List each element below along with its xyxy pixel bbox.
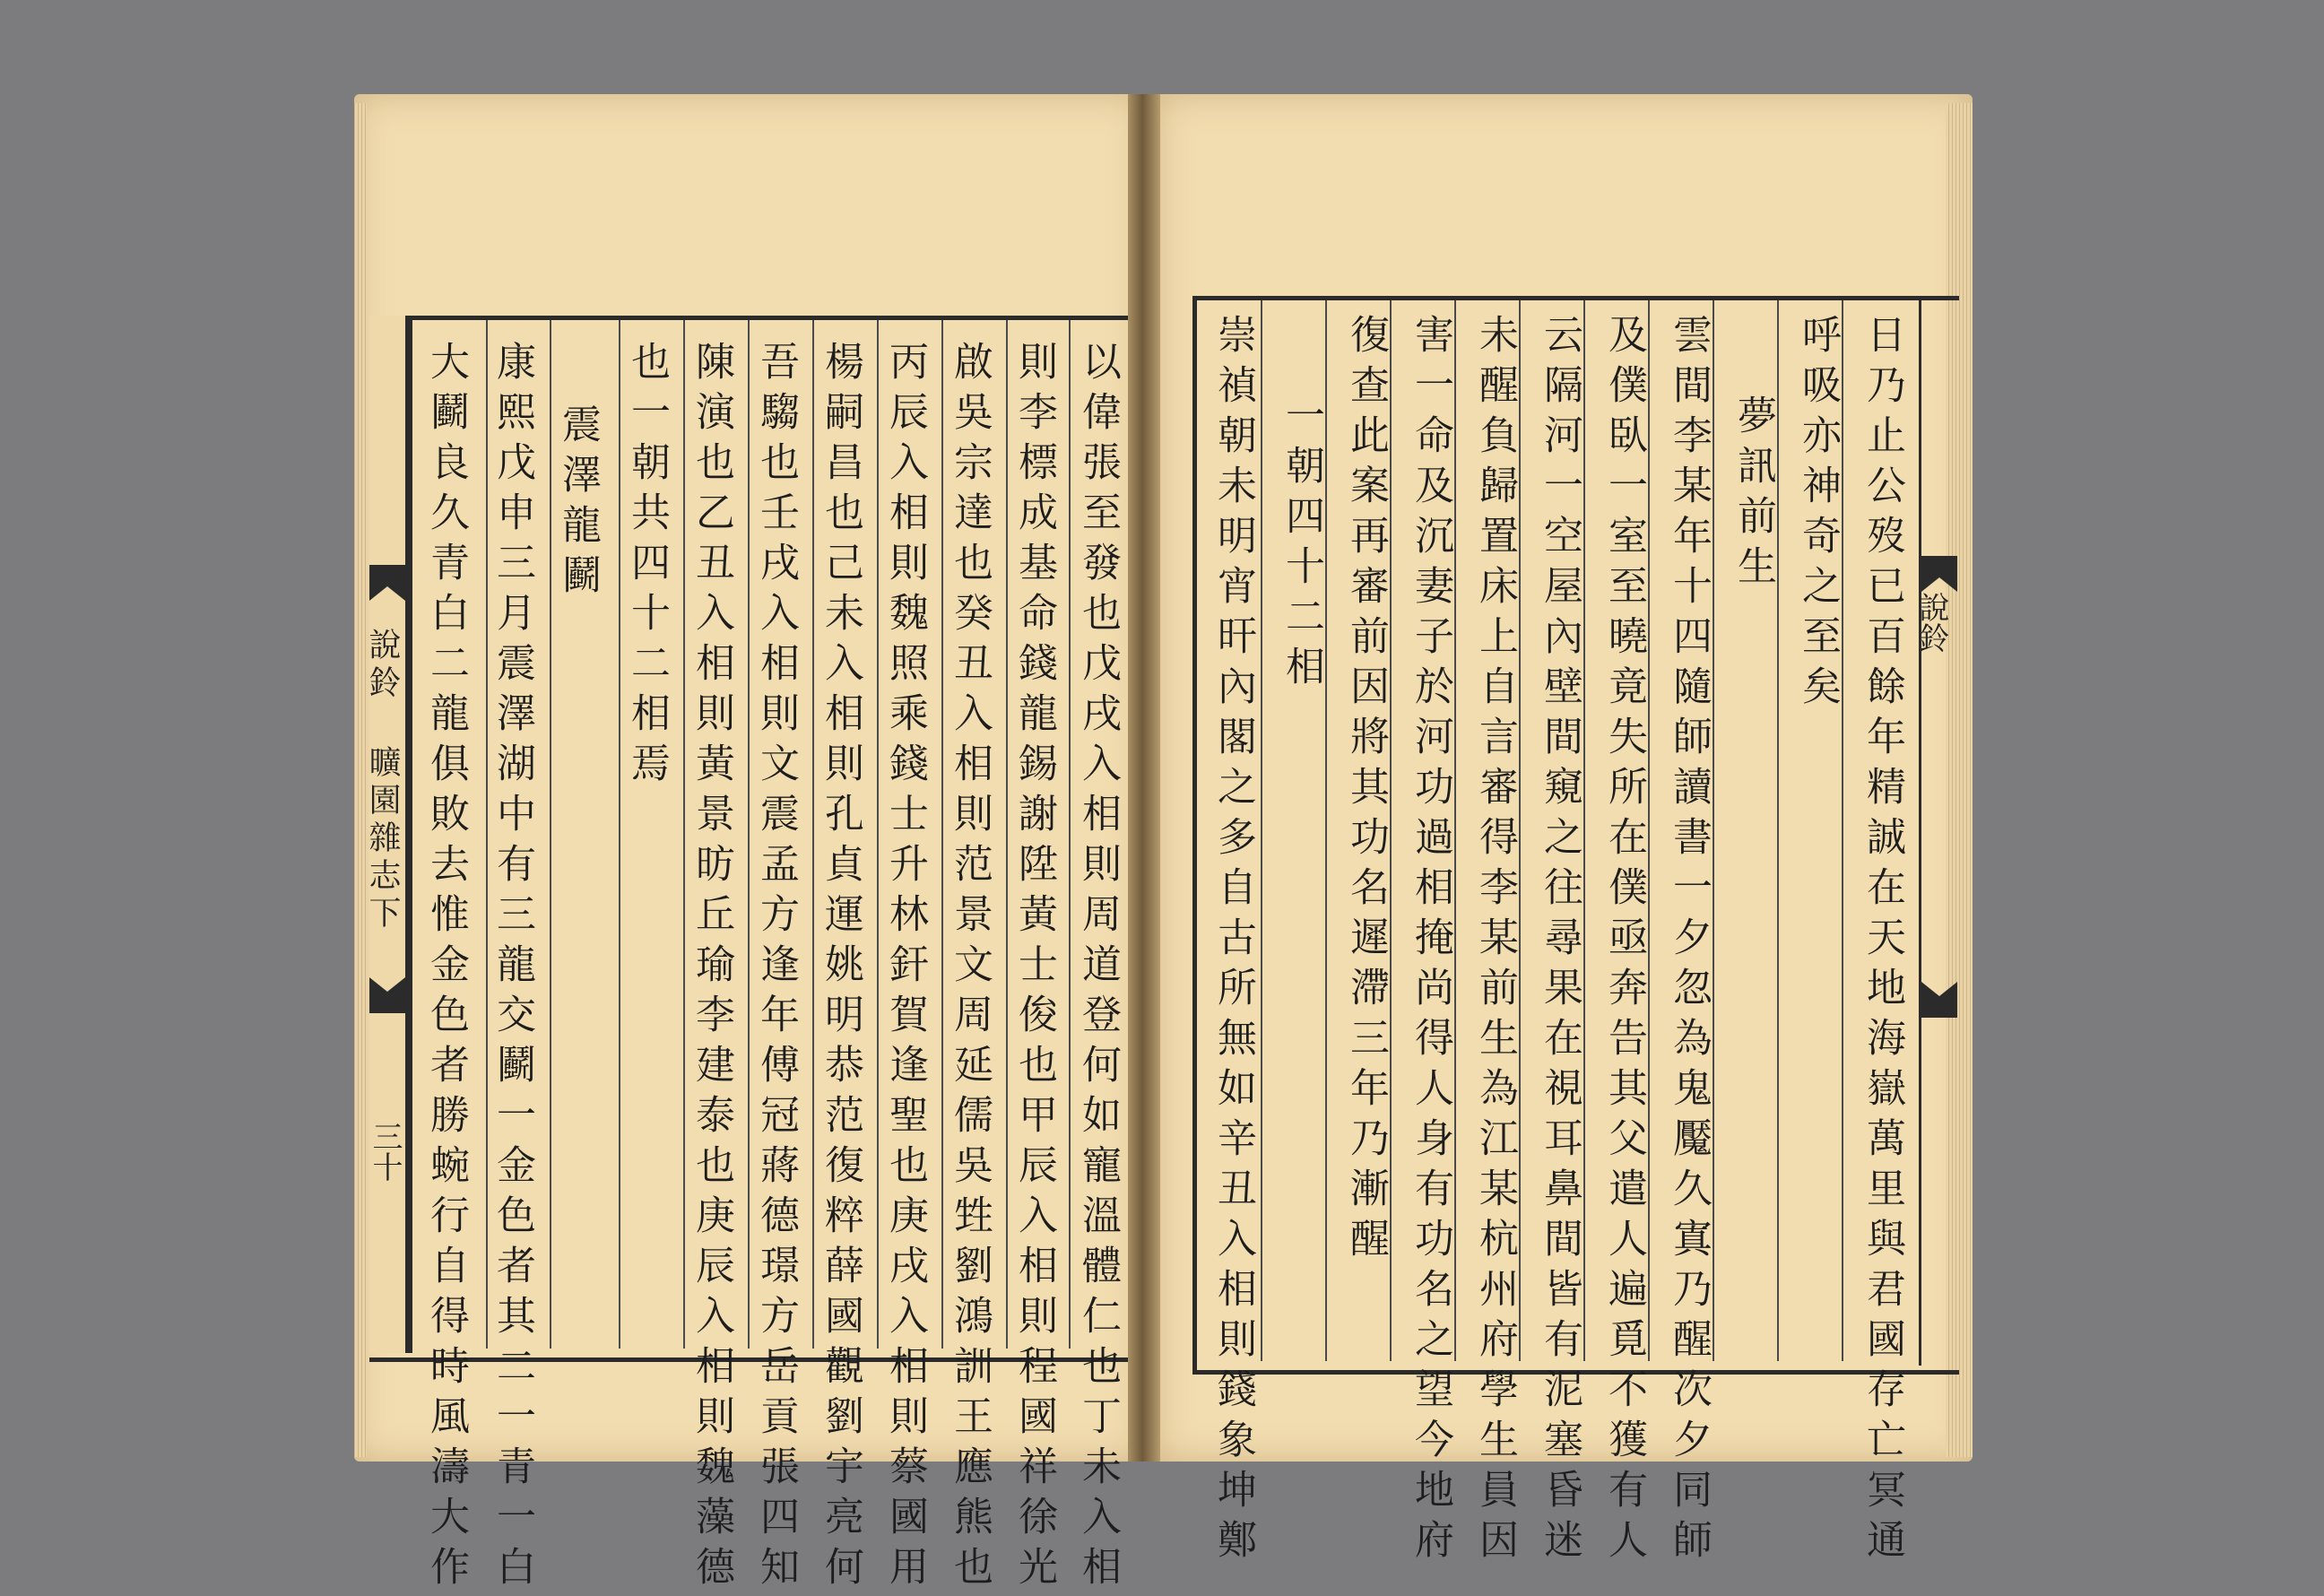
text-column: 啟吳宗達也癸丑入相則范景文周延儒吳甡劉鴻訓王應熊也 — [947, 341, 993, 1596]
right-center-banner — [1913, 296, 1957, 1366]
text-column: 陳演也乙丑入相則黃景昉丘瑜李建泰也庚辰入相則魏藻德 — [689, 341, 734, 1596]
text-column: 也一朝共四十二相焉 — [624, 341, 670, 793]
text-column: 丙辰入相則魏照乘錢士升林釬賀逢聖也庚戌入相則蔡國用 — [882, 341, 928, 1596]
section-heading: 一朝四十二相 — [1279, 395, 1324, 696]
section-heading: 夢訊前生 — [1730, 395, 1776, 595]
text-column: 害一命及沉妻子於河功過相掩尚得人身有功名之望今地府 — [1408, 314, 1453, 1569]
left-folio-number: 三十 — [367, 1121, 403, 1182]
left-banner-title: 說鈴 曠園雜志下 — [364, 628, 401, 933]
text-column: 日乃止公歿已百餘年精誠在天地海嶽萬里與君國存亡冥通 — [1860, 314, 1905, 1569]
right-banner-title: 說鈴 — [1913, 592, 1949, 653]
text-column: 及僕臥一室至曉竟失所在僕亟奔告其父遣人遍覓不獲有人 — [1601, 314, 1647, 1569]
text-column: 云隔河一空屋內壁間窺之往尋果在視耳鼻間皆有泥塞昏迷 — [1537, 314, 1583, 1569]
text-column: 大鬬良久青白二龍俱敗去惟金色者勝蜿行自得時風濤大作 — [423, 341, 469, 1596]
text-column: 雲間李某年十四隨師讀書一夕忽為鬼魘久寘乃醒次夕同師 — [1666, 314, 1712, 1569]
column-rule — [1261, 300, 1262, 1361]
text-column: 以偉張至發也戊戌入相則周道登何如寵溫體仁也丁未入相 — [1075, 341, 1121, 1596]
column-rule — [408, 316, 412, 1353]
text-column: 未醒負歸置床上自言審得李某前生為江某杭州府學生員因 — [1472, 314, 1518, 1569]
text-column: 楊嗣昌也己未入相則孔貞運姚明恭范復粹薛國觀劉宇亮何 — [818, 341, 863, 1596]
text-column: 則李標成基命錢龍錫謝陞黃士俊也甲辰入相則程國祥徐光 — [1011, 341, 1057, 1596]
text-column: 崇禎朝未明宵旰內閣之多自古所無如辛丑入相則錢象坤鄭 — [1210, 314, 1256, 1569]
text-column: 呼吸亦神奇之至矣 — [1795, 314, 1841, 716]
text-column: 復查此案再審前因將其功名遲滯三年乃漸醒 — [1343, 314, 1389, 1268]
text-column: 吾騶也壬戌入相則文震孟方逢年傅冠蔣德璟方岳貢張四知 — [753, 341, 799, 1596]
book-spine — [1128, 94, 1160, 1462]
section-heading: 震澤龍鬬 — [555, 403, 601, 604]
text-column: 康熙戊申三月震澤湖中有三龍交鬬一金色者其二一青一白 — [490, 341, 535, 1596]
